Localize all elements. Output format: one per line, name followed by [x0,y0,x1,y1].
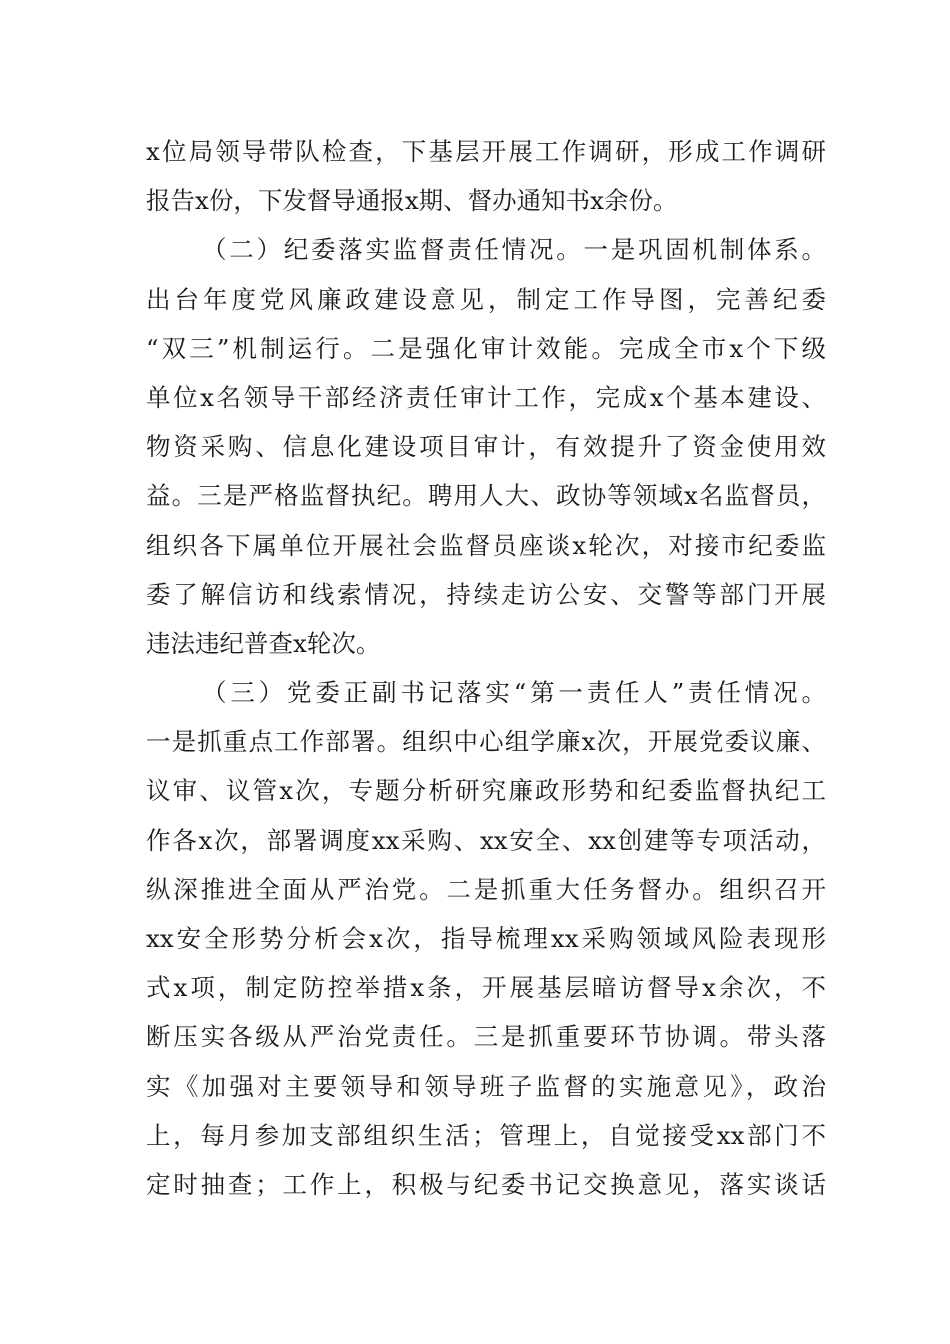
text-line: 上，每月参加支部组织生活；管理上，自觉接受xx部门不 [146,1120,826,1150]
text-line: 式x项，制定防控举措x条，开展基层暗访督导x余次，不 [146,973,826,1003]
text-line: xx安全形势分析会x次，指导梳理xx采购领域风险表现形 [146,924,826,953]
section-heading-line: （二）纪委落实监督责任情况。一是巩固机制体系。 [202,235,826,265]
text-line: x位局领导带队检查，下基层开展工作调研，形成工作调研 [146,137,826,166]
text-line: 一是抓重点工作部署。组织中心组学廉x次，开展党委议廉、 [146,727,826,757]
text-line: 定时抽查；工作上，积极与纪委书记交换意见，落实谈话 [146,1169,826,1199]
section-heading-line: （三）党委正副书记落实“第一责任人”责任情况。 [202,678,826,708]
text-line: 益。三是严格监督执纪。聘用人大、政协等领域x名监督员， [146,481,826,511]
text-line: 纵深推进全面从严治党。二是抓重大任务督办。组织召开 [146,874,826,904]
text-line: 物资采购、信息化建设项目审计，有效提升了资金使用效 [146,432,826,462]
text-line: 出台年度党风廉政建设意见，制定工作导图，完善纪委 [146,284,826,314]
text-line: 委了解信访和线索情况，持续走访公安、交警等部门开展 [146,579,826,609]
text-line: 组织各下属单位开展社会监督员座谈x轮次，对接市纪委监 [146,530,826,560]
text-line: “双三”机制运行。二是强化审计效能。完成全市x个下级 [146,333,826,363]
text-line: 议审、议管x次，专题分析研究廉政形势和纪委监督执纪工 [146,776,826,806]
text-line: 报告x份，下发督导通报x期、督办通知书x余份。 [146,186,678,216]
text-line: 违法违纪普查x轮次。 [146,628,381,658]
text-line: 单位x名领导干部经济责任审计工作，完成x个基本建设、 [146,382,826,412]
text-line: 作各x次，部署调度xx采购、xx安全、xx创建等专项活动， [146,825,826,855]
text-line: 实《加强对主要领导和领导班子监督的实施意见》，政治 [146,1071,826,1101]
document-body [146,127,826,1209]
text-line: 断压实各级从严治党责任。三是抓重要环节协调。带头落 [146,1022,826,1052]
